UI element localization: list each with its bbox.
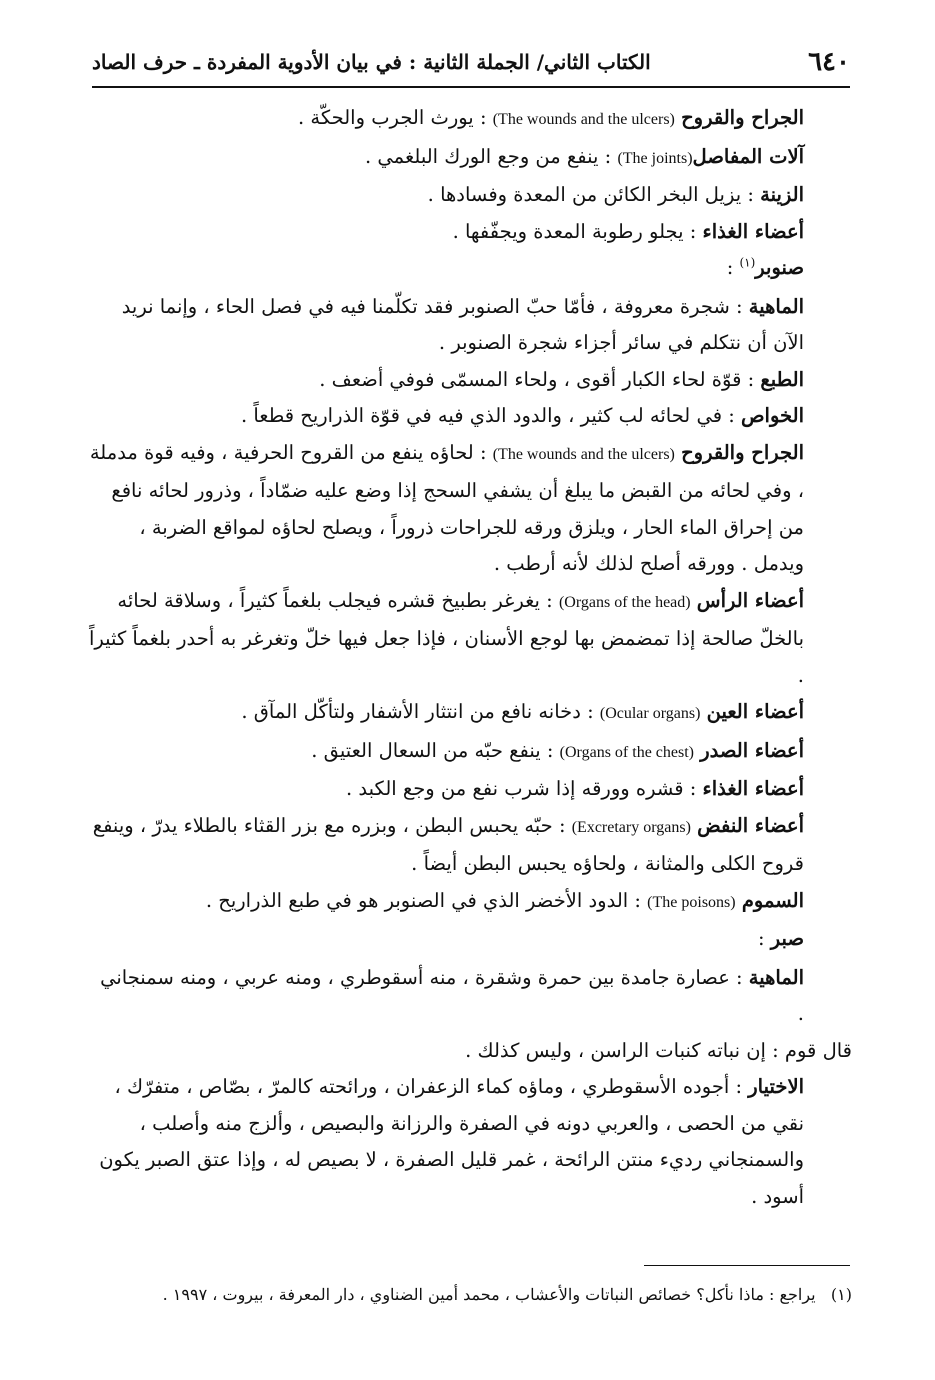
section-term: صنوبر	[755, 256, 804, 279]
section-heading-sanawbar	[88, 250, 852, 287]
english-gloss: (The poisons)	[647, 893, 736, 911]
entry-text: يجلو رطوبة المعدة ويجفّفها .	[452, 219, 684, 243]
paragraph-18	[88, 1069, 852, 1215]
page-number: ٦٤٠	[808, 47, 850, 77]
entry-text: عصارة جامدة بين حمرة وشقرة ، منه أسقوطري ، ومنه عربي ، ومنه سمنجاني .	[100, 965, 804, 1025]
separator: :	[540, 738, 560, 762]
paragraph-1	[88, 139, 852, 178]
english-gloss: (Organs of the head)	[558, 593, 691, 611]
entry-text: قال قوم : إن نباته كنبات الراسن ، وليس كذلك .	[465, 1038, 852, 1062]
entry-text: ينفع حبّه من السعال العتيق .	[311, 738, 541, 762]
entry-term: أعضاء الرأس	[696, 588, 804, 612]
separator: :	[473, 440, 493, 464]
entry-text: يورث الجرب والحكّة .	[298, 106, 474, 129]
entry-text: دخانه نافع من انتثار الأشفار ولتأكّل المآق .	[241, 700, 581, 723]
running-title: الكتاب الثاني/ الجملة الثانية : في بيان الأدوية المفردة ـ حرف الصاد	[92, 50, 651, 74]
paragraph-3	[88, 214, 852, 251]
entry-text: يزيل البخر الكائن من المعدة وفسادها .	[427, 183, 742, 206]
entry-term: الطبع	[760, 367, 804, 391]
entry-term: الجراح والقروح	[681, 106, 804, 129]
entry-text: حبّه يحبس البطن ، وبزره مع بزر القثاء بالطلاء يدرّ ، وينفع قروح الكلى والمثانة ، ولحاؤه يحبس البطن أيضاً .	[92, 813, 804, 875]
separator: :	[729, 1075, 749, 1098]
separator: :	[683, 219, 703, 243]
footnote-marker: (١)	[739, 255, 756, 270]
paragraph-11	[88, 733, 852, 772]
separator: :	[758, 927, 771, 950]
separator: :	[552, 813, 572, 837]
paragraph-9	[88, 583, 852, 695]
separator: :	[741, 183, 761, 206]
separator: :	[580, 700, 600, 723]
paragraph-16	[88, 960, 852, 1033]
footnote	[88, 1280, 852, 1310]
paragraph-12	[88, 771, 852, 808]
paragraph-5	[88, 289, 852, 362]
entry-term: السموم	[741, 888, 804, 912]
separator: :	[539, 588, 559, 612]
separator: :	[683, 777, 703, 800]
paragraph-17	[88, 1033, 852, 1070]
paragraph-13	[88, 808, 852, 883]
entry-term: الاختيار	[748, 1075, 804, 1098]
body-text	[88, 100, 852, 1215]
entry-text: لحاؤه ينفع من القروح الحرفية ، وفيه قوة مدملة ، وفي لحائه من القبض ما يبلغ أن يشفي السحج إذا وضع عليه ضمّاداً ، وذرور لحائه نافع من إحراق الماء الحار ، ويلزق ورقه للجراحات ذروراً ، ويصلح لحاؤه لمواقع الضربة ، ويدمل . وورقه أصلح لذلك لأنه أرطب .	[89, 440, 804, 575]
paragraph-0	[88, 100, 852, 139]
separator: :	[729, 965, 749, 989]
entry-text: ينفع من وجع الورك البلغمي .	[365, 144, 599, 168]
section-term: صبر	[770, 927, 804, 950]
english-gloss: (The wounds and the ulcers)	[492, 111, 675, 128]
entry-term: آلات المفاصل	[692, 144, 804, 168]
english-gloss: (The joints)	[617, 149, 693, 167]
entry-text: شجرة معروفة ، فأمّا حبّ الصنوبر فقد تكلّمنا فيه في فصل الحاء ، وإنما نريد الآن أن نتكلم في سائر أجزاء شجرة الصنوبر .	[121, 294, 804, 354]
paragraph-14	[88, 883, 852, 922]
paragraph-10	[88, 694, 852, 733]
entry-term: أعضاء الغذاء	[702, 219, 804, 243]
entry-text: في لحائه لب كثير ، والدود الذي فيه في قوّة الذراريح قطعاً .	[240, 404, 723, 427]
paragraph-8	[88, 435, 852, 583]
entry-text: قوّة لحاء الكبار أقوى ، ولحاء المسمّى فوفي أضعف .	[319, 367, 742, 391]
paragraph-7	[88, 398, 852, 435]
entry-term: الماهية	[748, 965, 804, 989]
english-gloss: (Ocular organs)	[599, 705, 701, 722]
separator: :	[729, 294, 749, 318]
paragraph-6	[88, 362, 852, 399]
page-header	[92, 38, 850, 88]
entry-term: الماهية	[748, 294, 804, 318]
separator: :	[598, 144, 618, 168]
separator: :	[726, 256, 740, 279]
separator: :	[628, 888, 648, 912]
entry-text: أجوده الأسقوطري ، وماؤه كماء الزعفران ، ورائحته كالمرّ ، بصّاص ، متفرّك ، نقي من الحصى ، والعربي دونه في الصفرة والرزانة والبصيص ، وألزج منه وأصلب ، والسمنجاني رديء منتن الرائحة ، غمر قليل الصفرة ، لا بصيص له ، وإذا عتق الصبر يكون أسود .	[99, 1075, 804, 1208]
separator: :	[741, 367, 761, 391]
english-gloss: (The wounds and the ulcers)	[492, 445, 675, 463]
entry-term: أعضاء النفض	[697, 813, 804, 837]
footnote-marker: (١)	[830, 1285, 852, 1304]
entry-term: أعضاء الصدر	[700, 738, 804, 762]
entry-term: أعضاء الغذاء	[702, 777, 804, 800]
paragraph-2	[88, 177, 852, 214]
section-heading-sabr	[88, 921, 852, 958]
entry-term: الخواص	[740, 404, 804, 427]
separator: :	[722, 404, 741, 427]
entry-text: قشره وورقه إذا شرب نفع من وجع الكبد .	[346, 777, 684, 800]
english-gloss: (Excretary organs)	[571, 818, 691, 836]
footnote-text: يراجع : ماذا نأكل؟ خصائص النباتات والأعشاب ، محمد أمين الضناوي ، دار المعرفة ، بيروت ، ١٩٩٧ .	[162, 1285, 816, 1304]
english-gloss: (Organs of the chest)	[559, 743, 694, 761]
entry-text: الدود الأخضر الذي في الصنوبر هو في طبع الذراريح .	[205, 888, 629, 912]
entry-text: يغرغر بطبيخ قشره فيجلب بلغماً كثيراً ، وسلاقة لحائه بالخلّ صالحة إذا تمضمض بها لوجع الأسنان ، فإذا جعل فيها خلّ وتغرغر به أحدر بلغماً كثيراً .	[89, 588, 804, 687]
entry-term: الجراح والقروح	[681, 440, 804, 464]
separator: :	[473, 106, 493, 129]
entry-term: الزينة	[760, 183, 804, 206]
entry-term: أعضاء العين	[706, 700, 804, 723]
footnote-divider	[644, 1265, 850, 1266]
